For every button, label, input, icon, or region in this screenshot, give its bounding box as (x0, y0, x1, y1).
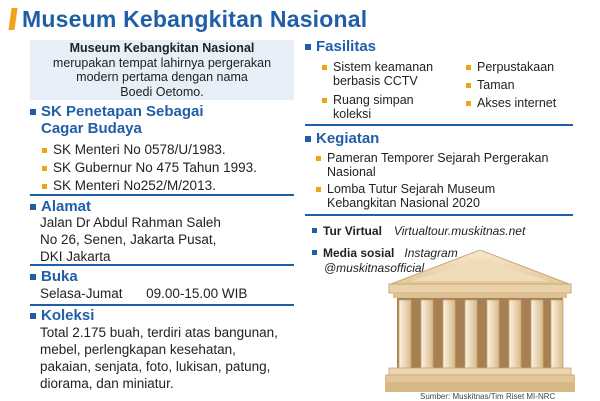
bullet-icon (466, 101, 471, 106)
kegiatan-item: Lomba Tutur Sejarah Museum Kebangkitan Nasional 2020 (316, 182, 495, 210)
fasilitas-item: Akses internet (466, 96, 556, 110)
fasilitas-item: Sistem keamanan berbasis CCTV (322, 60, 433, 88)
bullet-icon (466, 83, 471, 88)
section-marker-icon (30, 204, 36, 210)
bullet-icon (312, 250, 317, 255)
fasilitas-item: Ruang simpan koleksi (322, 93, 414, 121)
page-title: Museum Kebangkitan Nasional (22, 5, 368, 32)
bullet-icon (466, 65, 471, 70)
bullet-icon (322, 98, 327, 103)
header (10, 4, 367, 34)
koleksi-heading: Koleksi (30, 307, 94, 324)
bullet-icon (42, 184, 47, 189)
sk-heading-line: Cagar Budaya (41, 120, 142, 137)
tour-value: Virtualtour.muskitnas.net (393, 224, 526, 238)
intro-name: Museum Kebangkitan Nasional (69, 41, 255, 55)
tour-label: Tur Virtual (323, 224, 382, 238)
sk-heading (30, 103, 204, 137)
divider (305, 214, 573, 216)
sk-item: SK Menteri No 0578/U/1983. (42, 142, 226, 158)
section-marker-icon (30, 313, 36, 319)
museum-building-illustration (385, 250, 575, 392)
section-marker-icon (305, 44, 311, 50)
divider (30, 194, 294, 196)
section-marker-icon (305, 136, 311, 142)
intro-line: merupakan tempat lahirnya pergerakan (52, 55, 272, 70)
alamat-heading: Alamat (30, 198, 91, 215)
buka-days: Selasa-Jumat (40, 286, 123, 301)
title-accent-bar (8, 8, 17, 30)
fasilitas-heading: Fasilitas (305, 38, 376, 55)
bullet-icon (312, 228, 317, 233)
divider (30, 264, 294, 266)
divider (30, 304, 294, 306)
intro-box (30, 40, 294, 100)
bullet-icon (42, 166, 47, 171)
section-marker-icon (30, 274, 36, 280)
tour-row (312, 223, 525, 239)
sk-heading-line: SK Penetapan Sebagai (41, 103, 204, 120)
bullet-icon (42, 148, 47, 153)
sk-item: SK Gubernur No 475 Tahun 1993. (42, 160, 257, 176)
bullet-icon (316, 187, 321, 192)
bullet-icon (316, 156, 321, 161)
kegiatan-heading: Kegiatan (305, 130, 379, 147)
buka-heading: Buka (30, 268, 78, 285)
intro-line: Boedi Oetomo. (120, 84, 204, 99)
alamat-text: Jalan Dr Abdul Rahman Saleh No 26, Senen, Jakarta Pusat, DKI Jakarta (40, 215, 221, 264)
fasilitas-item: Taman (466, 78, 515, 92)
social-value: Instagram (404, 246, 458, 260)
sk-item: SK Menteri No252/M/2013. (42, 178, 216, 194)
section-marker-icon (30, 109, 36, 115)
social-handle: @muskitnasofficial (324, 261, 425, 275)
buka-text (40, 285, 247, 302)
divider (305, 124, 573, 126)
buka-hours: 09.00-15.00 WIB (146, 286, 248, 301)
bullet-icon (322, 65, 327, 70)
kegiatan-item: Pameran Temporer Sejarah Pergerakan Nasional (316, 151, 548, 179)
intro-line: modern pertama dengan nama (76, 70, 248, 84)
social-label: Media sosial (323, 246, 395, 260)
fasilitas-item: Perpustakaan (466, 60, 554, 74)
koleksi-text: Total 2.175 buah, terdiri atas bangunan, mebel, perlengkapan kesehatan, pakaian, senjata, foto, lukisan, patung, diorama, dan miniatur. (40, 325, 278, 391)
source-footer: Sumber: Muskitnas/Tim Riset MI-NRC (420, 392, 556, 401)
